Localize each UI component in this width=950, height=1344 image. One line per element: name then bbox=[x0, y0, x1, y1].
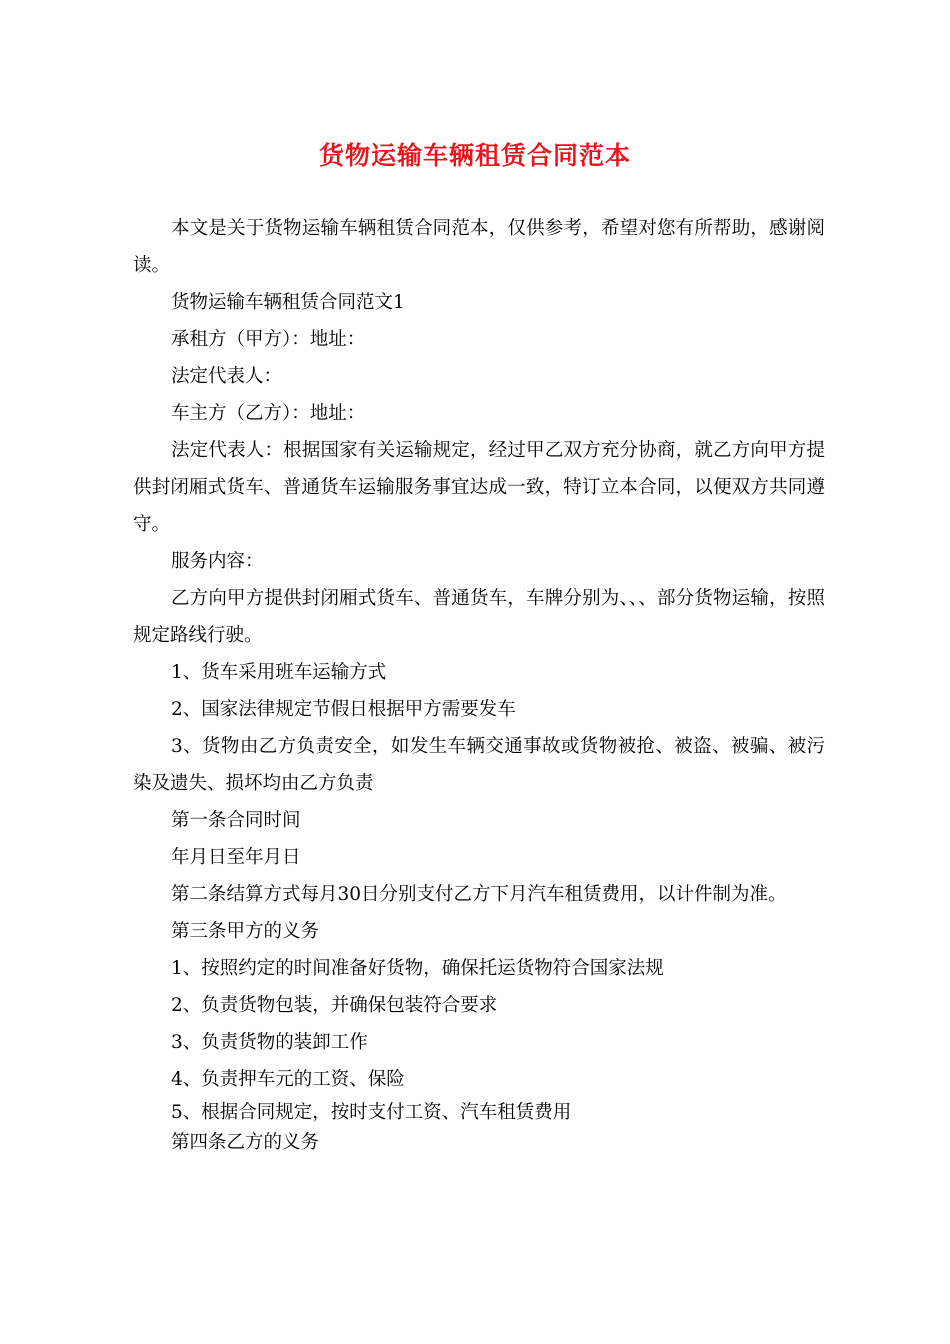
paragraph-duty-a-4: 4、负责押车元的工资、保险 bbox=[171, 1069, 405, 1090]
paragraph-duty-a-3: 3、负责货物的装卸工作 bbox=[171, 1032, 368, 1053]
paragraph-duty-a-2: 2、负责货物包装，并确保包装符合要求 bbox=[171, 995, 498, 1016]
paragraph-article-2: 第二条结算方式每月30日分别支付乙方下月汽车租赁费用，以计件制为准。 bbox=[171, 884, 787, 905]
paragraph-duty-a-5: 5、根据合同规定，按时支付工资、汽车租赁费用 bbox=[171, 1102, 572, 1123]
paragraph-article-3: 第三条甲方的义务 bbox=[171, 921, 320, 942]
paragraph-item-2: 2、国家法律规定节假日根据甲方需要发车 bbox=[171, 699, 516, 720]
paragraph-duty-a-1: 1、按照约定的时间准备好货物，确保托运货物符合国家法规 bbox=[171, 958, 664, 979]
document-title: 货物运输车辆租赁合同范本 bbox=[318, 141, 631, 170]
paragraph-owner: 车主方（乙方）：地址： bbox=[171, 403, 366, 424]
paragraph-article-4: 第四条乙方的义务 bbox=[171, 1132, 320, 1153]
paragraph-service-content: 乙方向甲方提供封闭厢式货车、普通货车，车牌分别为、、、部分货物运输，按照规定路线行驶。 bbox=[133, 588, 825, 646]
paragraph-article-1: 第一条合同时间 bbox=[171, 810, 301, 831]
paragraph-intro: 本文是关于货物运输车辆租赁合同范本，仅供参考，希望对您有所帮助，感谢阅读。 bbox=[133, 218, 825, 276]
paragraph-lessee: 承租方（甲方）：地址： bbox=[171, 329, 366, 350]
paragraph-lessee-rep: 法定代表人： bbox=[171, 366, 283, 387]
paragraph-service-heading: 服务内容： bbox=[171, 551, 264, 572]
paragraph-subtitle: 货物运输车辆租赁合同范文1 bbox=[171, 292, 405, 313]
paragraph-date-range: 年月日至年月日 bbox=[171, 847, 301, 868]
paragraph-owner-rep: 法定代表人：根据国家有关运输规定，经过甲乙双方充分协商，就乙方向甲方提供封闭厢式货车、普通货车运输服务事宜达成一致，特订立本合同，以便双方共同遵守。 bbox=[133, 440, 825, 535]
paragraph-item-1: 1、货车采用班车运输方式 bbox=[171, 662, 387, 683]
paragraph-item-3: 3、货物由乙方负责安全，如发生车辆交通事故或货物被抢、被盗、被骗、被污染及遗失、损坏均由乙方负责 bbox=[133, 736, 825, 794]
document-body bbox=[133, 210, 825, 1155]
